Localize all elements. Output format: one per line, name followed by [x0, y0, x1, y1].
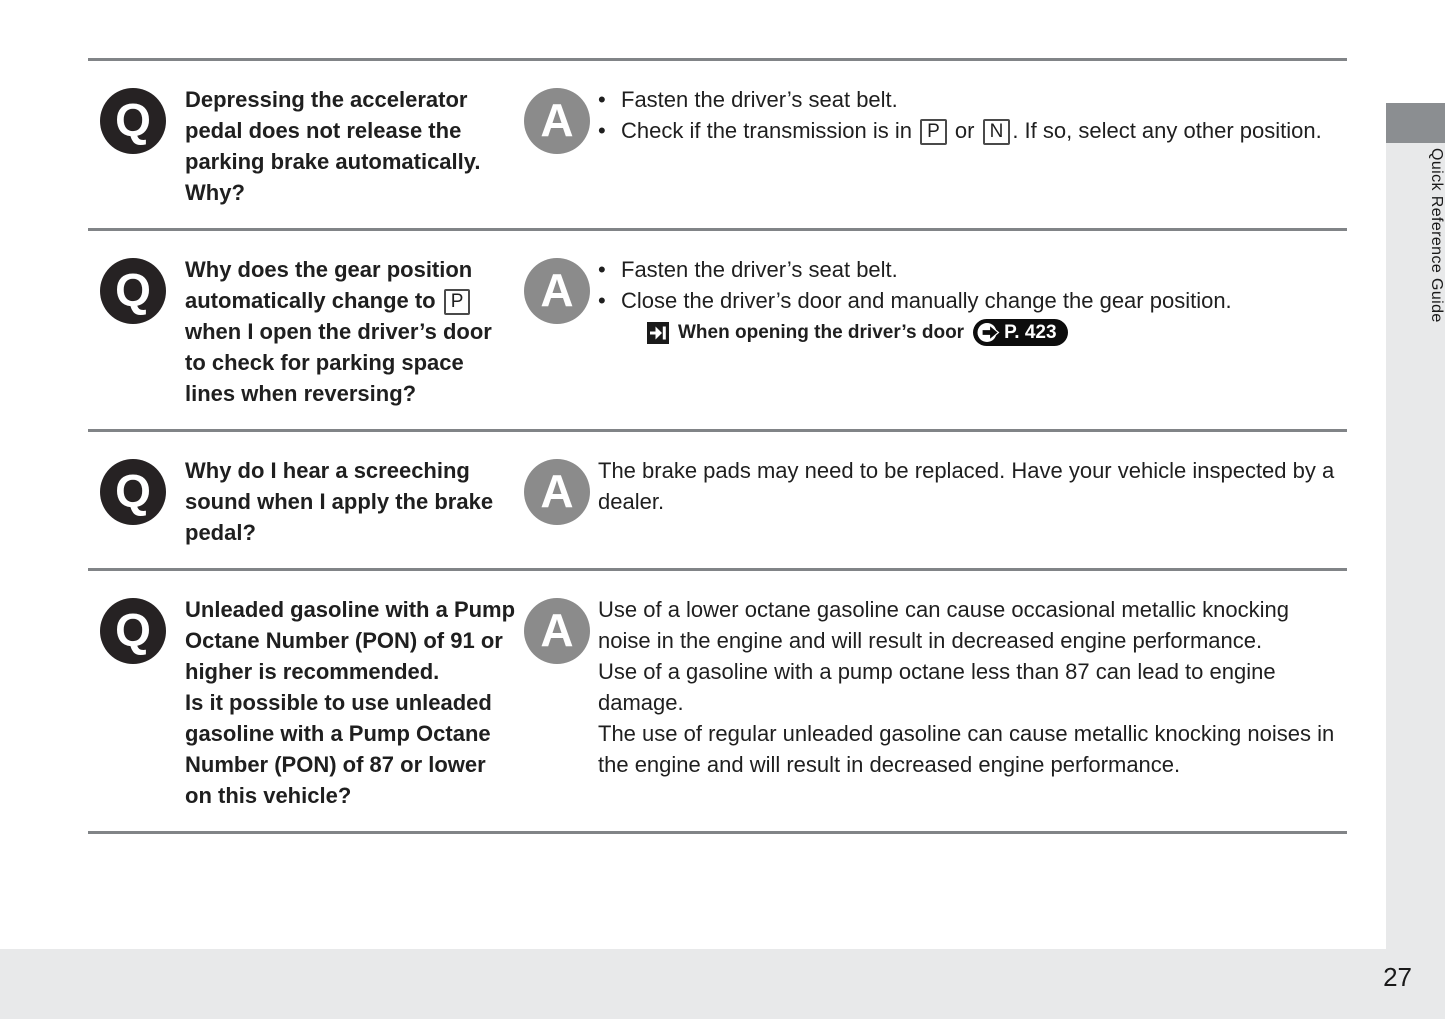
reference-line: [647, 317, 1347, 348]
gear-position-keybox: P: [920, 119, 947, 145]
question-text: [185, 254, 518, 409]
bullet-icon: •: [598, 118, 606, 143]
section-divider: [88, 831, 1347, 834]
answer-body: [598, 254, 1347, 348]
qa-section: [88, 432, 1347, 568]
answer-icon: [524, 459, 590, 525]
answer-icon-letter: A: [540, 93, 574, 146]
question-icon: [100, 258, 166, 324]
question-text: [185, 455, 518, 548]
question-icon-letter: Q: [115, 263, 151, 316]
qa-section: [88, 571, 1347, 831]
question-text: [185, 84, 518, 208]
question-paragraph: Depressing the accelerator pedal does not release the parking brake automatically. Why?: [185, 87, 481, 205]
question-icon: [100, 598, 166, 664]
answer-bullet-item: [598, 84, 1347, 115]
answer-icon: [524, 258, 590, 324]
question-paragraph: Why does the gear position automatically change to P when I open the driver’s door to check for parking space lines when reversing?: [185, 257, 492, 406]
answer-body: [598, 594, 1347, 780]
answer-icon-letter: A: [540, 263, 574, 316]
question-icon-letter: Q: [115, 93, 151, 146]
answer-body: [598, 84, 1347, 146]
answer-bullet-item: [598, 115, 1347, 146]
answer-icon: [524, 88, 590, 154]
sidebar-chapter-label: Quick Reference Guide: [1428, 148, 1445, 323]
reference-label: When opening the driver’s door: [678, 322, 965, 343]
bullet-icon: •: [598, 257, 606, 282]
qa-section: [88, 231, 1347, 429]
answer-paragraph: Use of a gasoline with a pump octane less than 87 can lead to engine damage.: [598, 659, 1276, 715]
answer-text: Fasten the driver’s seat belt.: [621, 257, 898, 282]
question-icon: [100, 459, 166, 525]
answer-paragraph: Use of a lower octane gasoline can cause occasional metallic knocking noise in the engine and will result in decreased engine performance.: [598, 597, 1289, 653]
sidebar-chapter-tab: [1386, 103, 1445, 143]
answer-icon-letter: A: [540, 464, 574, 517]
question-paragraph: Why do I hear a screeching sound when I apply the brake pedal?: [185, 458, 494, 545]
page-reference-label: P. 423: [1004, 322, 1057, 343]
answer-text: Check if the transmission is in P or N . If so, select any other position.: [621, 118, 1322, 143]
answer-paragraph: The use of regular unleaded gasoline can cause metallic knocking noises in the engine and will result in decreased engine performance.: [598, 721, 1335, 777]
question-paragraph: Is it possible to use unleaded gasoline with a Pump Octane Number (PON) of 87 or lower on this vehicle?: [185, 690, 492, 808]
question-icon: [100, 88, 166, 154]
answer-paragraph: The brake pads may need to be replaced. Have your vehicle inspected by a dealer.: [598, 458, 1335, 514]
arrow-circle-icon: [975, 319, 1001, 346]
question-paragraph: Unleaded gasoline with a Pump Octane Number (PON) of 91 or higher is recommended.: [185, 597, 516, 684]
bullet-icon: •: [598, 87, 606, 112]
gear-position-keybox: N: [983, 119, 1011, 145]
answer-icon: [524, 598, 590, 664]
page-number: 27: [1383, 962, 1412, 992]
answer-text: Fasten the driver’s seat belt.: [621, 87, 898, 112]
jump-arrow-icon: [647, 322, 669, 344]
question-icon-letter: Q: [115, 603, 151, 656]
answer-bullet-item: [598, 285, 1347, 316]
answer-bullet-item: [598, 254, 1347, 285]
bullet-icon: •: [598, 288, 606, 313]
page-reference-pill: [973, 319, 1067, 346]
answer-text: Close the driver’s door and manually change the gear position.: [621, 288, 1232, 313]
footer-band: [0, 949, 1445, 1019]
gear-position-keybox: P: [444, 289, 471, 315]
qa-section: [88, 61, 1347, 228]
question-icon-letter: Q: [115, 464, 151, 517]
question-text: [185, 594, 518, 811]
answer-icon-letter: A: [540, 603, 574, 656]
answer-body: [598, 455, 1347, 517]
qa-list: [88, 58, 1347, 834]
